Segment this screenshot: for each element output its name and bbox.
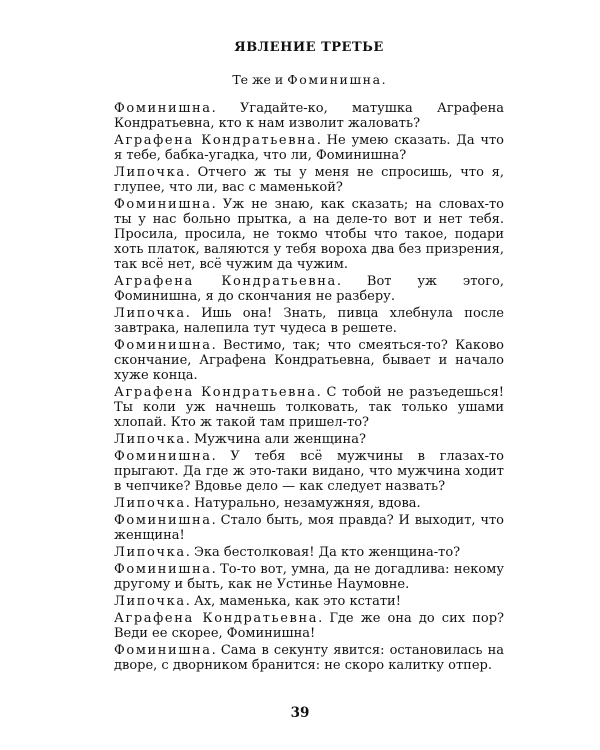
replica-text: Вестимо, так; что смеяться-то? Каково скончание, Аграфена Кондратьевна, бывает и начало хуже конца.: [114, 338, 505, 383]
speaker-name: Аграфена Кондратьевна: [114, 133, 317, 148]
replica: Фоминишна. У тебя всё мужчины в глазах-то прыгают. Да где ж это-таки видано, что мужчина ходит в чепчике? Вдовье дело — как следует назвать?: [114, 449, 505, 494]
replica: Фоминишна. То-то вот, умна, да не догадлива: некому другому и быть, как не Устинье Наумовне.: [114, 562, 505, 592]
page-number: 39: [290, 705, 310, 721]
speaker-name: Фоминишна: [114, 197, 212, 212]
replica-text: У тебя всё мужчины в глазах-то прыгают. Да где ж это-таки видано, что мужчина ходит в чепчике? Вдовье дело — как следует назвать?: [114, 449, 505, 494]
replica-text: Стало быть, моя правда? И выходит, что женщина!: [114, 513, 505, 543]
replica: Фоминишна. Угадайте-ко, матушка Аграфена Кондратьевна, кто к нам изволит жаловать?: [114, 101, 504, 131]
replica: Аграфена Кондратьевна. Где же она до сих пор? Веди ее скорее, Фоминишна!: [114, 611, 504, 641]
replica-text: Эка бестолковая! Да кто женщина-то?: [193, 545, 461, 560]
replica-text: Мужчина али женщина?: [193, 432, 366, 447]
speaker-name: Липочка: [114, 545, 186, 560]
speaker-name: Липочка: [114, 594, 186, 609]
replica: Липочка. Эка бестолковая! Да кто женщина-то?: [114, 545, 461, 560]
replica: Липочка. Мужчина али женщина?: [114, 432, 366, 447]
speaker-name: Фоминишна: [114, 338, 212, 353]
replica-text: Отчего ж ты у меня не спросишь, что я, глупее, что ли, вас с маменькой?: [114, 165, 504, 195]
speaker-name: Аграфена Кондратьевна: [114, 611, 319, 626]
speaker-name: Фоминишна: [114, 513, 212, 528]
speaker-name: Липочка: [114, 496, 186, 511]
speaker-name: Фоминишна: [114, 449, 212, 464]
replica-text: Уж не знаю, как сказать; на словах-то ты у нас больно прытка, а на деле-то вот и нет тебя. Просила, просила, не токмо чтобы что такое, подари хоть платок, валяются у тебя вороха два без призрения, так всё нет, всё чужим да чужим.: [114, 197, 505, 272]
replica-text: Где же она до сих пор? Веди ее скорее, Фоминишна!: [114, 611, 504, 641]
stage-direction: [114, 72, 504, 87]
speaker-name: Липочка: [114, 432, 186, 447]
replica: Липочка. Ишь она! Знать, пивца хлебнула после завтрака, налепила тут чудеса в решете.: [114, 306, 505, 336]
stage-direction-suffix: .: [381, 72, 386, 87]
replica: Липочка. Отчего ж ты у меня не спросишь, что я, глупее, что ли, вас с маменькой?: [114, 165, 504, 195]
replica: Липочка. Ах, маменька, как это кстати!: [114, 594, 401, 609]
replica: Фоминишна. Сама в секунту явится: остановилась на дворе, с дворником бранится: не скоро калитку отпер.: [114, 643, 505, 673]
replica: Фоминишна. Стало быть, моя правда? И выходит, что женщина!: [114, 513, 505, 543]
replica: Фоминишна. Вестимо, так; что смеяться-то? Каково скончание, Аграфена Кондратьевна, бывает и начало хуже конца.: [114, 338, 505, 383]
replica-text: Не умею сказать. Да что я тебе, бабка-угадка, что ли, Фоминишна?: [114, 133, 504, 163]
replica: Фоминишна. Уж не знаю, как сказать; на словах-то ты у нас больно прытка, а на деле-то вот и нет тебя. Просила, просила, не токмо чтобы что такое, подари хоть платок, валяются у тебя вороха два без призрения, так всё нет, всё чужим да чужим.: [114, 197, 505, 272]
replica-text: С тобой не разъедешься! Ты коли уж начнешь толковать, так только ушами хлопай. Кто ж такой там пришел-то?: [114, 385, 505, 430]
speaker-name: Фоминишна: [114, 562, 212, 577]
speaker-name: Липочка: [114, 306, 186, 321]
replica: Липочка. Натурально, незамужняя, вдова.: [114, 496, 421, 511]
speaker-name: Фоминишна: [114, 643, 212, 658]
replica: Аграфена Кондратьевна. Не умею сказать. Да что я тебе, бабка-угадка, что ли, Фоминишна?: [114, 133, 504, 163]
speaker-name: Липочка: [114, 165, 186, 180]
scene-heading: ЯВЛЕНИЕ ТРЕТЬЕ: [234, 40, 384, 55]
replica-text: Вот уж этого, Фоминишна, я до скончания не разберу.: [114, 274, 505, 304]
replica: Аграфена Кондратьевна. Вот уж этого, Фоминишна, я до скончания не разберу.: [114, 274, 505, 304]
speaker-name: Аграфена Кондратьевна: [114, 274, 337, 289]
replica-text: Ах, маменька, как это кстати!: [193, 594, 401, 609]
speaker-name: Аграфена Кондратьевна: [114, 385, 317, 400]
replica: Аграфена Кондратьевна. С тобой не разъедешься! Ты коли уж начнешь толковать, так только ушами хлопай. Кто ж такой там пришел-то?: [114, 385, 505, 430]
replica-text: Угадайте-ко, матушка Аграфена Кондратьевна, кто к нам изволит жаловать?: [114, 101, 504, 131]
replica-text: Сама в секунту явится: остановилась на дворе, с дворником бранится: не скоро калитку отпер.: [114, 643, 505, 673]
dialogue-text: [114, 101, 504, 673]
stage-direction-name: Фоминишна: [287, 72, 382, 87]
stage-direction-prefix: Те же и: [232, 72, 288, 87]
replica-text: Ишь она! Знать, пивца хлебнула после завтрака, налепила тут чудеса в решете.: [114, 306, 505, 336]
replica-text: Натурально, незамужняя, вдова.: [193, 496, 421, 511]
replica-text: То-то вот, умна, да не догадлива: некому другому и быть, как не Устинье Наумовне.: [114, 562, 505, 592]
speaker-name: Фоминишна: [114, 101, 212, 116]
